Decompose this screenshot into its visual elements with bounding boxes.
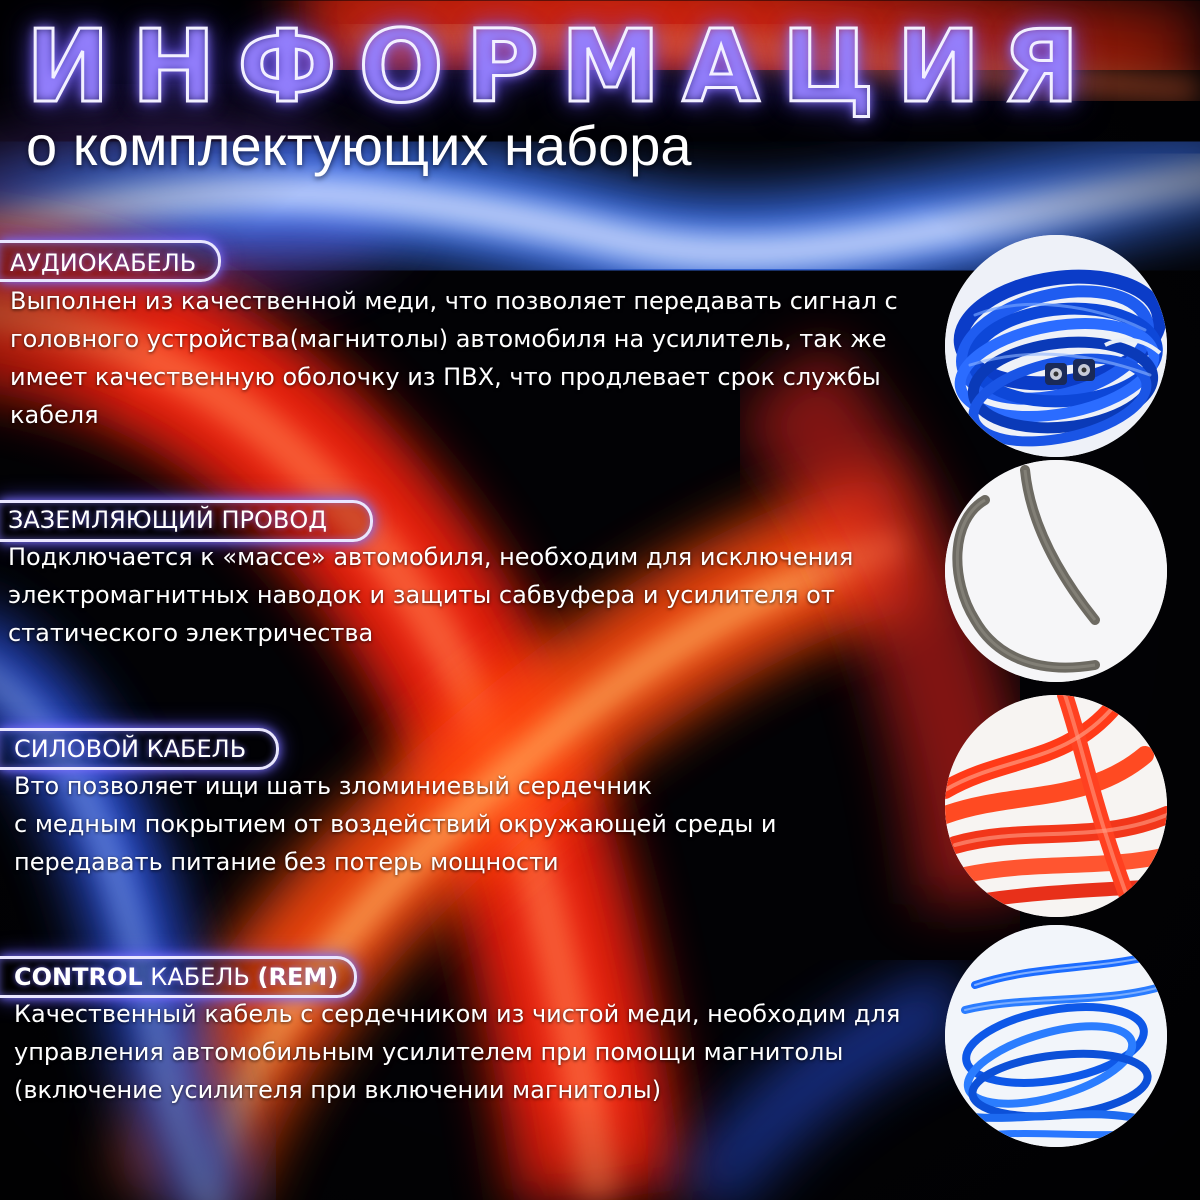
description-line: Выполнен из качественной меди, что позволяет передавать сигнал с [10, 287, 898, 315]
description-line: кабеля [10, 401, 99, 429]
description-line: статического электричества [8, 619, 374, 647]
page-title: ИНФОРМАЦИЯ [26, 8, 1102, 125]
description-line: Качественный кабель с сердечником из чистой меди, необходим для [14, 1000, 901, 1028]
section-description-power [14, 767, 777, 881]
description-line: с медным покрытием от воздействий окружающей среды и [14, 810, 777, 838]
label-control-text: КАБЕЛЬ [150, 963, 250, 991]
description-line: имеет качественную оболочку из ПВХ, что продлевает срок службы [10, 363, 881, 391]
label-control-suffix: (REM) [257, 963, 339, 991]
description-line: электромагнитных наводок и защиты сабвуфера и усилителя от [8, 581, 835, 609]
control-cable-photo [945, 925, 1167, 1147]
label-control-bold: CONTROL [14, 963, 143, 991]
audio-cable-photo [945, 235, 1167, 457]
section-label-audio: АУДИОКАБЕЛЬ [10, 249, 197, 277]
page-subtitle: о комплектующих набора [26, 114, 692, 177]
power-cable-photo [945, 695, 1167, 917]
section-description-ground [8, 538, 853, 652]
description-line: Подключается к «массе» автомобиля, необходим для исключения [8, 543, 854, 571]
description-line: управления автомобильным усилителем при помощи магнитолы [14, 1038, 844, 1066]
ground-wire-photo [945, 460, 1167, 682]
section-label-power: СИЛОВОЙ КАБЕЛЬ [14, 735, 247, 763]
description-line: передавать питание без потерь мощности [14, 848, 559, 876]
description-line: Вто позволяет ищи шать зломиниевый сердечник [14, 772, 653, 800]
section-label-control [14, 962, 338, 992]
description-line: (включение усилителя при включении магнитолы) [14, 1076, 662, 1104]
section-description-control [14, 995, 900, 1109]
description-line: головного устройства(магнитолы) автомобиля на усилитель, так же [10, 325, 887, 353]
section-description-audio [10, 282, 898, 434]
section-label-ground: ЗАЗЕМЛЯЮЩИЙ ПРОВОД [8, 506, 327, 534]
